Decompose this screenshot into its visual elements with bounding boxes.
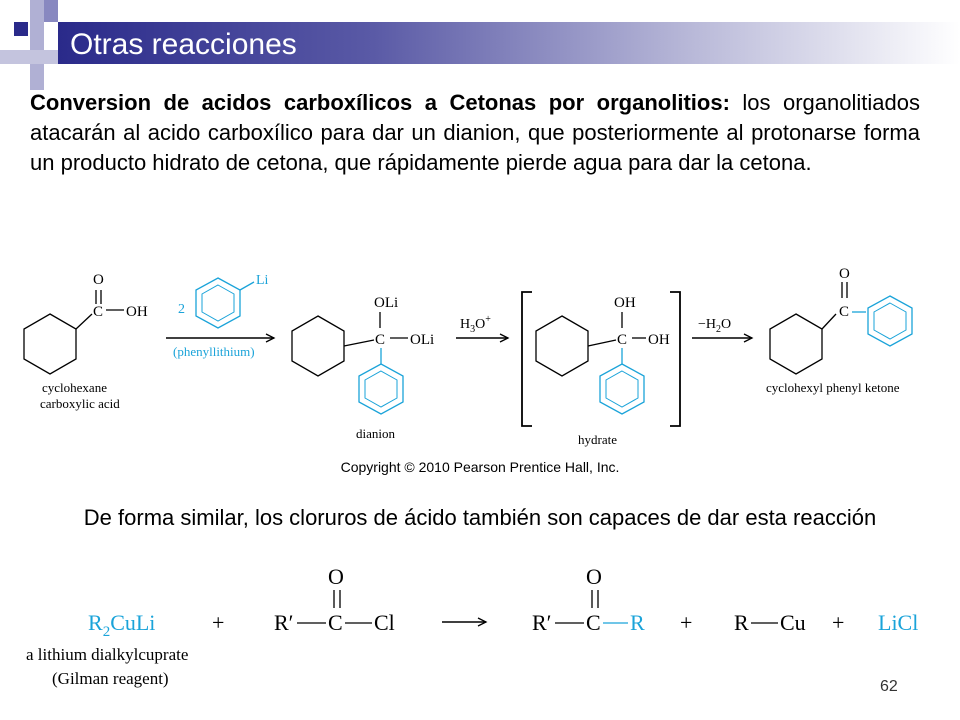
reaction-arrow-3 — [692, 317, 752, 342]
svg-text:−H2O: $-H_2O$ — [698, 317, 732, 335]
acyl-chloride — [274, 564, 395, 635]
dianion-carbon: C — [375, 332, 386, 348]
dianion — [292, 295, 434, 441]
gilman-reagent — [26, 610, 188, 688]
reagent-name: (phenyllithium) — [173, 344, 255, 359]
bracket-right — [670, 292, 680, 426]
byproduct-r: R — [734, 610, 749, 635]
byproduct-cu: Cu — [780, 610, 806, 635]
cyclohexyl-phenyl-ketone — [766, 266, 912, 395]
cyclohexane-carboxylic-acid — [24, 272, 148, 411]
reagent-count: 2 — [178, 302, 185, 317]
cyclohexane-ring — [24, 314, 76, 374]
intro-paragraph — [30, 88, 920, 178]
ketone-label: cyclohexyl phenyl ketone — [766, 380, 900, 395]
intro-lead: Conversion de acidos carboxílicos a Cetonas por organolitios: — [30, 90, 730, 115]
organocopper-byproduct — [734, 610, 806, 635]
reaction-arrow-4 — [442, 618, 486, 626]
acyl-carbon: C — [328, 610, 343, 635]
product-carbon: C — [586, 610, 601, 635]
acyl-chlorine: Cl — [374, 610, 395, 635]
gilman-formula: $R_2CuLi$ — [88, 610, 156, 640]
similar-reaction-text: De forma similar, los cloruros de ácido también son capaces de dar esta reacción — [83, 505, 877, 530]
hydrate-oh-top: OH — [614, 295, 636, 311]
corner-decoration-dark — [14, 22, 28, 36]
reagent-phenyllithium — [166, 273, 274, 359]
bracket-left — [522, 292, 532, 426]
plus-sign-2: + — [680, 610, 693, 635]
product-oxygen: O — [586, 564, 602, 589]
hydrate-oh-right: OH — [648, 332, 670, 348]
dianion-cyclohexane — [292, 316, 344, 376]
acyl-oxygen: O — [328, 564, 344, 589]
gilman-label-1: a lithium dialkylcuprate — [26, 645, 189, 664]
hydrate-label: hydrate — [578, 432, 617, 447]
copyright-notice: Copyright © 2010 Pearson Prentice Hall, Inc. — [340, 459, 620, 475]
hydrate — [522, 292, 680, 447]
ketone-cyclohexane — [770, 314, 822, 374]
slide-number: 62 — [880, 678, 898, 695]
reaction-scheme-organolithium — [0, 250, 960, 460]
dianion-oli-top: OLi — [374, 295, 399, 311]
intro-body: los organolitiados atacarán al acido carboxílico para dar un dianion, que posteriormente al protonarse forma un producto hidrato de cetona, que rápidamente pierde agua para dar la cetona. — [30, 90, 920, 175]
reaction-scheme-gilman — [0, 560, 960, 690]
lithium-chloride: LiCl — [878, 610, 919, 635]
acid-carbon: C — [93, 304, 104, 320]
acid-label-line1: cyclohexane — [42, 380, 107, 395]
dianion-label: dianion — [356, 426, 395, 441]
gilman-label-2: (Gilman reagent) — [52, 669, 169, 688]
corner-decoration-mid — [44, 0, 58, 22]
ketone-carbon: C — [839, 304, 850, 320]
ketone-o: O — [839, 266, 850, 282]
corner-decoration-light — [30, 0, 44, 90]
svg-text:H3O+: $H_3O^+$ — [460, 314, 491, 335]
plus-sign-3: + — [832, 610, 845, 635]
dianion-oli-right: OLi — [410, 332, 435, 348]
product-r: R — [630, 610, 645, 635]
product-r-prime: R′ — [532, 610, 552, 635]
acyl-r-prime: R′ — [274, 610, 294, 635]
corner-decoration-light-2 — [0, 50, 58, 64]
acid-oh: OH — [126, 304, 148, 320]
ketone-product — [532, 564, 645, 635]
reaction-arrow-2 — [456, 314, 508, 342]
plus-sign-1: + — [212, 610, 225, 635]
acid-label-line2: carboxylic acid — [40, 396, 120, 411]
slide-title: Otras reacciones — [70, 28, 297, 61]
reagent-li: Li — [256, 273, 269, 288]
acid-carbonyl-o: O — [93, 272, 104, 288]
hydrate-carbon: C — [617, 332, 628, 348]
hydrate-cyclohexane — [536, 316, 588, 376]
